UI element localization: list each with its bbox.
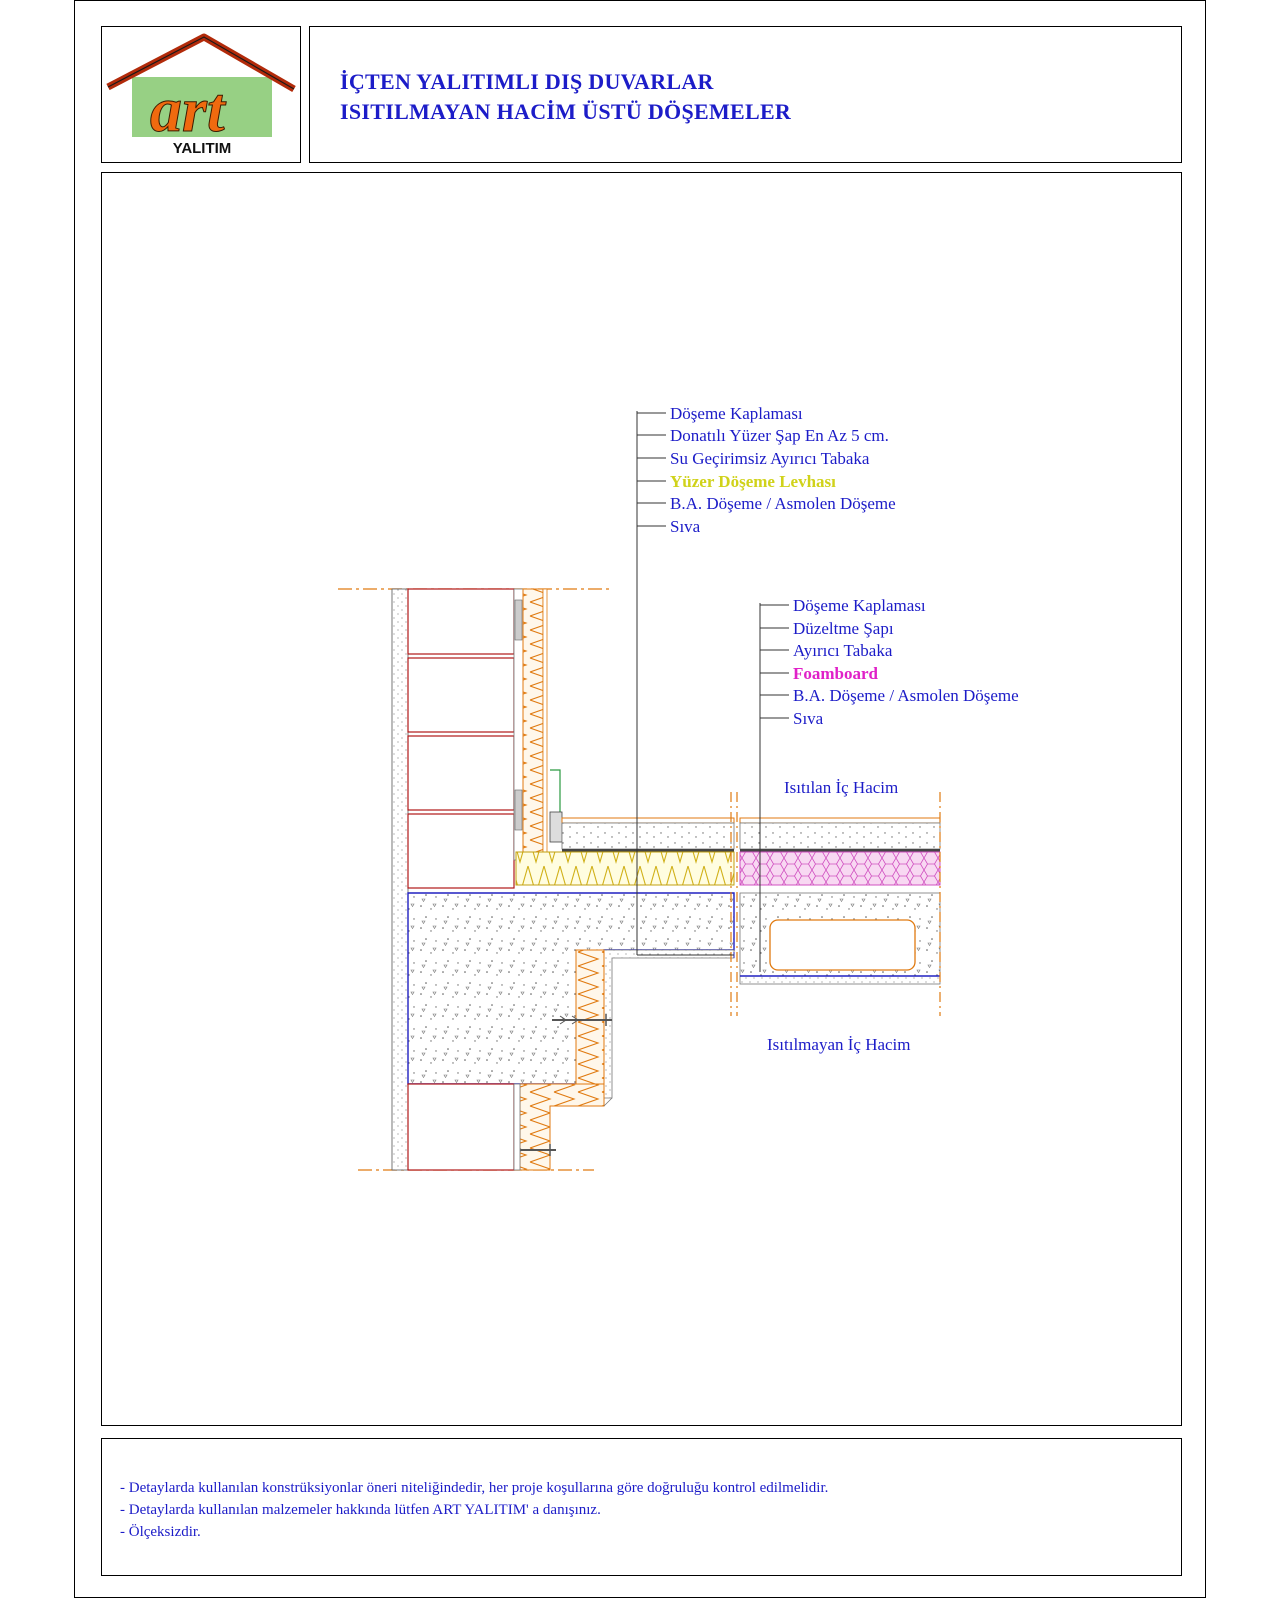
brick — [408, 658, 514, 732]
floating-floor-board — [516, 852, 734, 885]
levelling-screed — [740, 823, 940, 849]
skirting-board — [550, 770, 560, 812]
edge-strip — [550, 812, 562, 842]
label-concrete-slab: B.A. Döşeme / Asmolen Döşeme — [670, 494, 896, 513]
insulation-corner — [604, 1098, 612, 1106]
logo-caption: YALITIM — [172, 140, 232, 157]
ceiling-plaster-right — [740, 976, 940, 984]
wall-insulation-upper — [523, 589, 543, 860]
floor-covering-left — [562, 818, 734, 823]
note-item: - Detaylarda kullanılan konstrüksiyonlar öneri niteliğindedir, her proje koşullarına göre doğruluğu kontrol edilmelidir. — [120, 1480, 829, 1496]
lower-brick — [408, 1084, 514, 1170]
label-plaster: Sıva — [670, 517, 701, 536]
logo-mark: art — [150, 74, 225, 145]
reinforced-concrete-slab — [408, 893, 734, 1084]
label-floating-screed: Donatılı Yüzer Şap En Az 5 cm. — [670, 426, 889, 445]
brick — [408, 589, 514, 654]
adhesive-pad — [515, 790, 522, 830]
heated-space-label: Isıtılan İç Hacim — [784, 778, 899, 797]
lower-adhesive-layer — [514, 1084, 520, 1170]
label-concrete-slab-right: B.A. Döşeme / Asmolen Döşeme — [793, 686, 1019, 705]
title-line-2: ISITILMAYAN HACİM ÜSTÜ DÖŞEMELER — [340, 99, 792, 124]
unheated-space-label: Isıtılmayan İç Hacim — [767, 1035, 911, 1054]
brick — [408, 814, 514, 888]
wall-board-upper — [543, 589, 547, 860]
label-separating-layer: Ayırıcı Tabaka — [793, 641, 893, 660]
foamboard-layer — [740, 852, 940, 885]
floating-screed — [562, 823, 734, 849]
label-floor-covering-right: Döşeme Kaplaması — [793, 596, 926, 615]
wall-insulation-lower — [520, 1084, 604, 1170]
label-foamboard: Foamboard — [793, 664, 878, 683]
hollow-block — [770, 920, 915, 970]
notes-list — [120, 1477, 828, 1543]
outer-plaster — [392, 589, 408, 1170]
brick — [408, 736, 514, 810]
notes-box — [101, 1438, 1182, 1576]
label-floor-covering: Döşeme Kaplaması — [670, 404, 803, 423]
ceiling-plaster-left — [604, 950, 734, 1098]
layer-labels-right — [793, 596, 1019, 728]
floor-covering-right — [740, 818, 940, 823]
layer-labels-left — [670, 404, 896, 536]
label-waterproof-layer: Su Geçirimsiz Ayırıcı Tabaka — [670, 449, 870, 468]
note-item: - Detaylarda kullanılan malzemeler hakkında lütfen ART YALITIM' a danışınız. — [120, 1502, 601, 1518]
slab-edge-insulation — [576, 950, 604, 1102]
label-levelling-screed: Düzeltme Şapı — [793, 619, 894, 638]
adhesive-pad — [515, 600, 522, 640]
note-item: - Ölçeksizdir. — [120, 1524, 201, 1540]
label-plaster-right: Sıva — [793, 709, 824, 728]
label-floating-floor-board: Yüzer Döşeme Levhası — [670, 472, 836, 491]
upper-brick-wall — [408, 589, 514, 888]
title-line-1: İÇTEN YALITIMLI DIŞ DUVARLAR — [340, 69, 714, 94]
